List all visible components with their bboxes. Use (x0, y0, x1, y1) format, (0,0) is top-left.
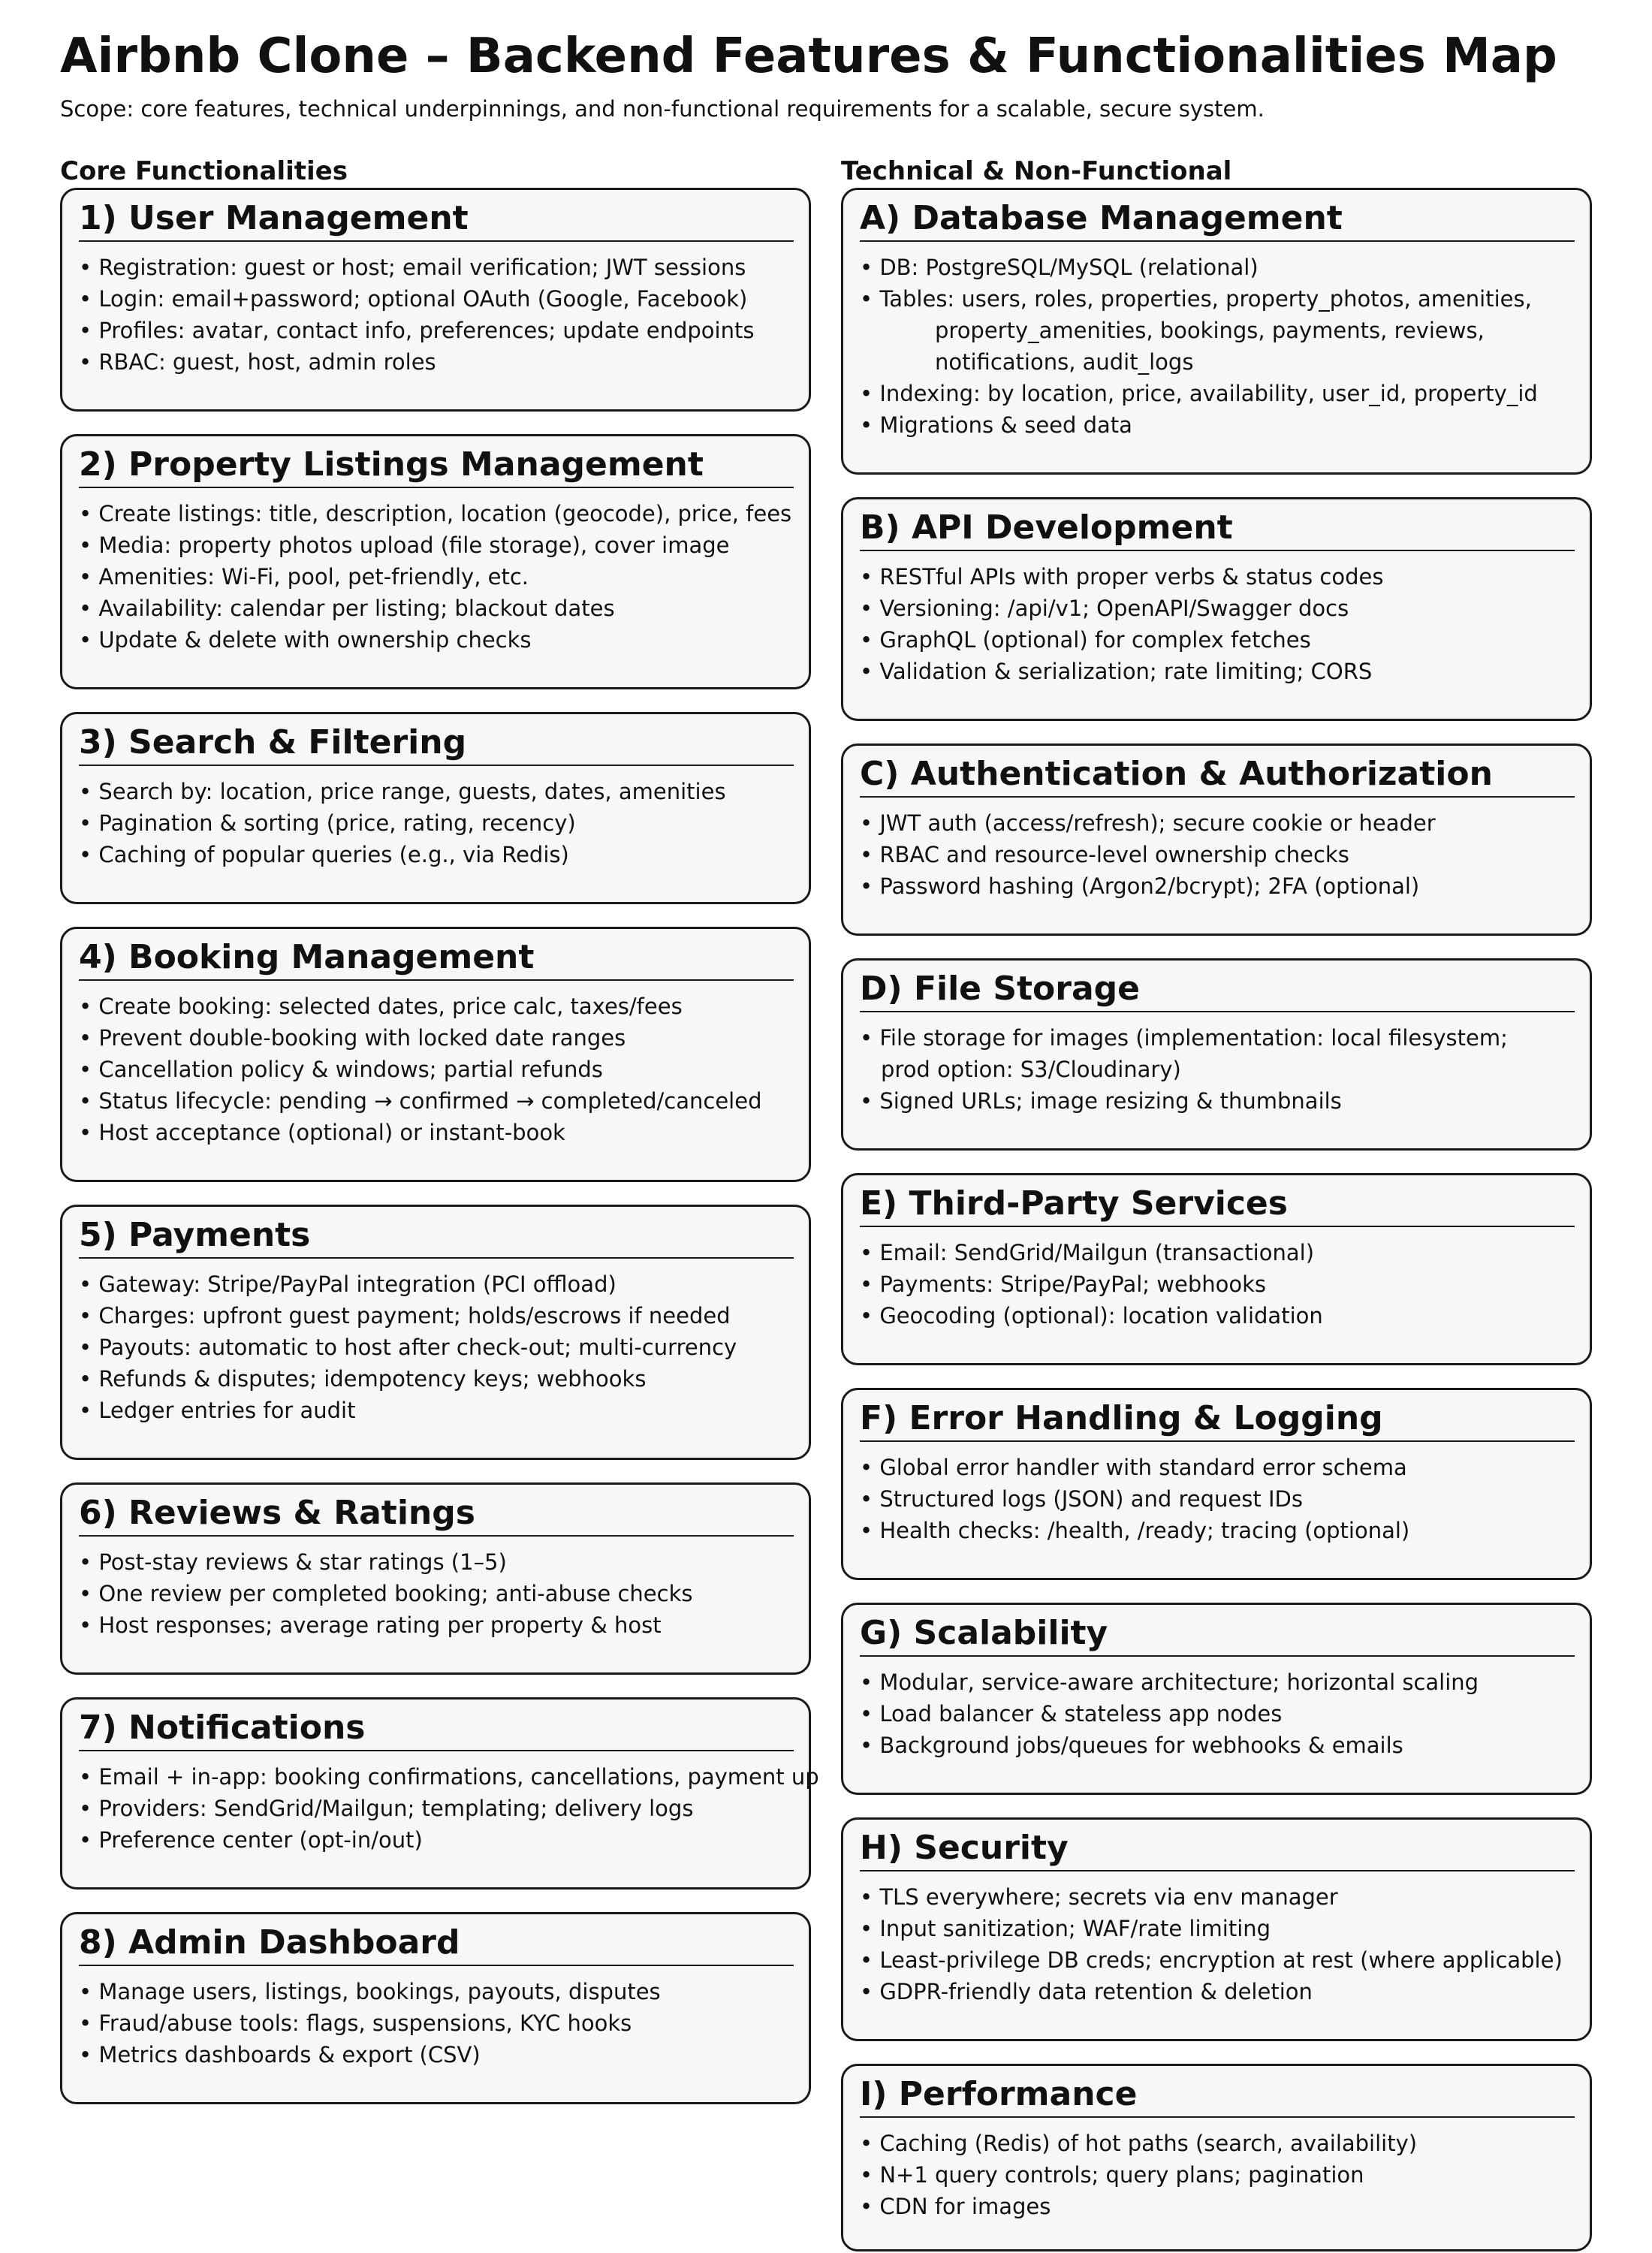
list-item: • Geocoding (optional): location validation (860, 1303, 1323, 1329)
card-title: 5) Payments (79, 1216, 794, 1259)
list-item: • Charges: upfront guest payment; holds/escrows if needed (79, 1303, 731, 1329)
list-item: • Background jobs/queues for webhooks & emails (860, 1733, 1403, 1758)
list-item: • Password hashing (Argon2/bcrypt); 2FA (optional) (860, 873, 1420, 899)
list-item: • Availability: calendar per listing; blackout dates (79, 596, 615, 621)
card-database-management (841, 188, 1592, 475)
card-title: 2) Property Listings Management (79, 445, 794, 488)
card-admin-dashboard (60, 1912, 811, 2104)
card-performance (841, 2064, 1592, 2251)
list-item: • Registration: guest or host; email verification; JWT sessions (79, 255, 746, 280)
card-items (860, 561, 1383, 687)
list-item: • JWT auth (access/refresh); secure cookie or header (860, 810, 1436, 836)
list-item: • RBAC: guest, host, admin roles (79, 349, 436, 375)
list-item: • TLS everywhere; secrets via env manager (860, 1884, 1338, 1910)
list-item: • Input sanitization; WAF/rate limiting (860, 1916, 1271, 1941)
card-items (79, 1976, 661, 2071)
list-item: • Manage users, listings, bookings, payouts, disputes (79, 1979, 661, 2004)
list-item: • Modular, service-aware architecture; horizontal scaling (860, 1669, 1479, 1695)
card-title: 4) Booking Management (79, 938, 794, 981)
list-item: • Caching (Redis) of hot paths (search, availability) (860, 2131, 1418, 2156)
list-item: • Pagination & sorting (price, rating, recency) (79, 810, 576, 836)
card-title: C) Authentication & Authorization (860, 755, 1575, 798)
card-title: D) File Storage (860, 970, 1575, 1012)
list-item: • Versioning: /api/v1; OpenAPI/Swagger docs (860, 596, 1349, 621)
card-file-storage (841, 958, 1592, 1151)
scope-subtitle: Scope: core features, technical underpinnings, and non-functional requirements for a scalable, secure system. (60, 96, 1265, 122)
card-property-listings (60, 434, 811, 689)
list-item: • Indexing: by location, price, availability, user_id, property_id (860, 381, 1538, 406)
card-items (79, 1546, 693, 1641)
card-security (841, 1817, 1592, 2041)
card-search-filtering (60, 712, 811, 904)
list-item: • Health checks: /health, /ready; tracing (optional) (860, 1518, 1410, 1543)
card-reviews-ratings (60, 1482, 811, 1675)
card-items (79, 498, 791, 656)
list-item-continuation: prod option: S3/Cloudinary) (881, 1057, 1181, 1082)
card-title: H) Security (860, 1829, 1575, 1871)
list-item: • Amenities: Wi-Fi, pool, pet-friendly, etc. (79, 564, 529, 590)
card-third-party-services (841, 1173, 1592, 1365)
list-item: • Login: email+password; optional OAuth (Google, Facebook) (79, 286, 748, 312)
list-item: • Payouts: automatic to host after check-out; multi-currency (79, 1335, 737, 1360)
list-item: • Preference center (opt-in/out) (79, 1827, 423, 1853)
list-item: • GDPR-friendly data retention & deletion (860, 1979, 1313, 2004)
card-scalability (841, 1603, 1592, 1795)
list-item: • N+1 query controls; query plans; pagination (860, 2162, 1364, 2188)
list-item: • Structured logs (JSON) and request IDs (860, 1486, 1303, 1512)
list-item: • Profiles: avatar, contact info, preferences; update endpoints (79, 318, 755, 343)
list-item: • Fraud/abuse tools: flags, suspensions, KYC hooks (79, 2010, 632, 2036)
list-item: • Host responses; average rating per property & host (79, 1612, 662, 1638)
list-item: • Email + in-app: booking confirmations, cancellations, payment up (79, 1764, 819, 1790)
card-title: 6) Reviews & Ratings (79, 1494, 794, 1537)
card-error-handling-logging (841, 1388, 1592, 1580)
card-title: G) Scalability (860, 1614, 1575, 1657)
list-item: • RBAC and resource-level ownership checks (860, 842, 1349, 867)
card-title: A) Database Management (860, 199, 1575, 242)
card-items (79, 252, 754, 378)
list-item: • Status lifecycle: pending → confirmed → completed/canceled (79, 1088, 762, 1114)
card-items (860, 1022, 1508, 1117)
list-item: • Prevent double-booking with locked date ranges (79, 1025, 626, 1051)
card-items (860, 1452, 1409, 1546)
card-items (860, 807, 1436, 902)
card-title: 3) Search & Filtering (79, 723, 794, 766)
list-item: • Validation & serialization; rate limiting; CORS (860, 659, 1373, 684)
list-item: • GraphQL (optional) for complex fetches (860, 627, 1311, 653)
list-item: • Media: property photos upload (file storage), cover image (79, 532, 730, 558)
card-items (860, 2128, 1417, 2222)
list-item: • Migrations & seed data (860, 412, 1132, 438)
card-items (79, 991, 761, 1148)
card-payments (60, 1205, 811, 1460)
card-items (79, 1761, 819, 1856)
list-item: • Post-stay reviews & star ratings (1–5) (79, 1549, 507, 1575)
card-items (79, 776, 726, 870)
card-title: E) Third-Party Services (860, 1184, 1575, 1227)
page-title: Airbnb Clone – Backend Features & Functionalities Map (60, 29, 1557, 84)
list-item: • Signed URLs; image resizing & thumbnails (860, 1088, 1342, 1114)
card-title: 7) Notifications (79, 1709, 794, 1751)
card-title: F) Error Handling & Logging (860, 1399, 1575, 1442)
list-item: • Metrics dashboards & export (CSV) (79, 2042, 481, 2068)
list-item: • Load balancer & stateless app nodes (860, 1701, 1283, 1727)
list-item: • Cancellation policy & windows; partial refunds (79, 1057, 603, 1082)
list-item: • One review per completed booking; anti-abuse checks (79, 1581, 693, 1606)
list-item-continuation: property_amenities, bookings, payments, reviews, (935, 318, 1485, 343)
list-item: • Global error handler with standard error schema (860, 1455, 1407, 1480)
card-user-management (60, 188, 811, 412)
list-item: • Gateway: Stripe/PayPal integration (PCI offload) (79, 1271, 616, 1297)
list-item-continuation: notifications, audit_logs (935, 349, 1194, 375)
card-items (860, 252, 1538, 441)
list-item: • Email: SendGrid/Mailgun (transactional) (860, 1240, 1315, 1265)
list-item: • Payments: Stripe/PayPal; webhooks (860, 1271, 1267, 1297)
list-item: • Update & delete with ownership checks (79, 627, 532, 653)
list-item: • Create booking: selected dates, price calc, taxes/fees (79, 994, 683, 1019)
list-item: • DB: PostgreSQL/MySQL (relational) (860, 255, 1259, 280)
list-item: • Caching of popular queries (e.g., via Redis) (79, 842, 569, 867)
card-authentication-authorization (841, 743, 1592, 936)
list-item: • Ledger entries for audit (79, 1398, 356, 1423)
list-item: • RESTful APIs with proper verbs & status codes (860, 564, 1384, 590)
card-items (860, 1666, 1479, 1761)
card-items (79, 1268, 737, 1426)
card-title: 1) User Management (79, 199, 794, 242)
card-title: B) API Development (860, 508, 1575, 551)
card-title: 8) Admin Dashboard (79, 1923, 794, 1966)
list-item: • Tables: users, roles, properties, property_photos, amenities, (860, 286, 1532, 312)
card-booking-management (60, 927, 811, 1182)
card-items (860, 1237, 1323, 1332)
card-api-development (841, 497, 1592, 721)
list-item: • CDN for images (860, 2194, 1051, 2219)
technical-heading: Technical & Non-Functional (841, 156, 1232, 186)
card-notifications (60, 1697, 819, 1890)
list-item: • Least-privilege DB creds; encryption at rest (where applicable) (860, 1947, 1563, 1973)
list-item: • Host acceptance (optional) or instant-book (79, 1120, 565, 1145)
card-items (860, 1881, 1563, 2007)
list-item: • Search by: location, price range, guests, dates, amenities (79, 779, 726, 804)
card-title: I) Performance (860, 2075, 1575, 2118)
list-item: • Providers: SendGrid/Mailgun; templating; delivery logs (79, 1796, 694, 1821)
list-item: • Create listings: title, description, location (geocode), price, fees (79, 501, 792, 526)
list-item: • Refunds & disputes; idempotency keys; webhooks (79, 1366, 647, 1392)
core-functionalities-heading: Core Functionalities (60, 156, 348, 186)
list-item: • File storage for images (implementation: local filesystem; (860, 1025, 1508, 1051)
